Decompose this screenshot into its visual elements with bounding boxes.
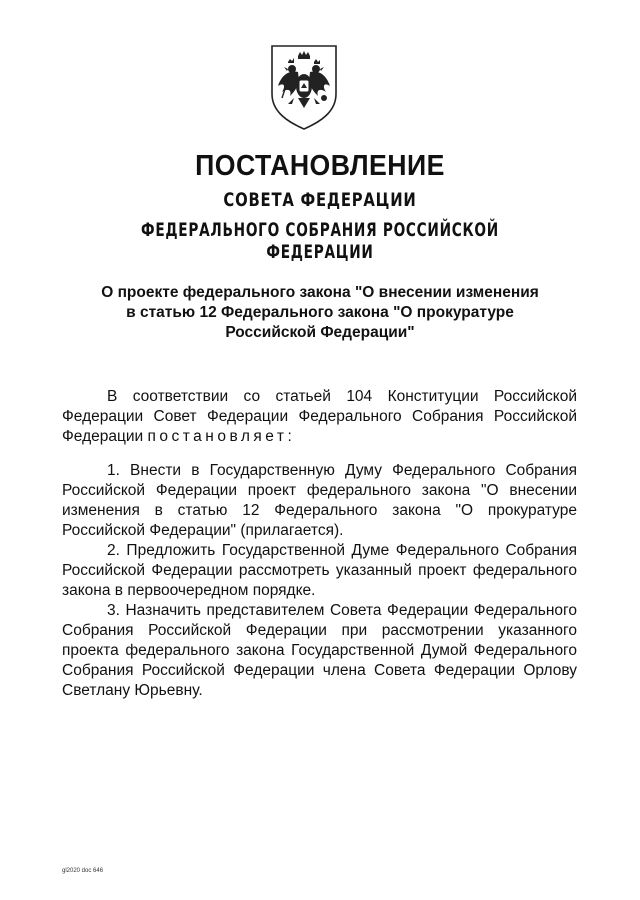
resolution-item: 2. Предложить Государственной Думе Федерального Собрания Российской Федерации рассмотреть указанный проект федерального закона в первоочередном порядке.	[62, 542, 577, 599]
coat-of-arms-emblem	[268, 42, 340, 132]
issuer-line-2: ФЕДЕРАЛЬНОГО СОБРАНИЯ РОССИЙСКОЙ ФЕДЕРАЦИИ	[141, 219, 499, 263]
preamble-text	[62, 387, 577, 447]
subject-line: Российской Федерации"	[225, 324, 415, 341]
resolution-items	[62, 461, 577, 701]
resolution-subject	[70, 283, 570, 343]
subject-line: в статью 12 Федерального закона "О прокуратуре	[126, 304, 514, 321]
resolves-verb: постановляет:	[147, 428, 296, 445]
preamble-body: В соответствии со статьей 104 Конституции Российской Федерации Совет Федерации Федерального Собрания Российской Федерации	[62, 388, 577, 445]
issuer-line-1: СОВЕТА ФЕДЕРАЦИИ	[223, 189, 417, 211]
subject-line: О проекте федерального закона "О внесении изменения	[101, 284, 539, 301]
resolution-item: 3. Назначить представителем Совета Федерации Федерального Собрания Российской Федерации при рассмотрении указанного проекта федерального закона Государственной Думой Федерального Собрания Российской Федерации члена Совета Федерации Орлову Светлану Юрьевну.	[62, 602, 577, 699]
resolution-item: 1. Внести в Государственную Думу Федерального Собрания Российской Федерации проект федерального закона "О внесении изменения в статью 12 Федерального закона "О прокуратуре Российской Федерации" (прилагается).	[62, 462, 577, 539]
double-headed-eagle-icon	[268, 42, 340, 132]
document-code: gl2020 doc 646	[62, 868, 104, 874]
document-type-title: ПОСТАНОВЛЕНИЕ	[195, 150, 445, 182]
preamble-paragraph	[62, 387, 577, 447]
